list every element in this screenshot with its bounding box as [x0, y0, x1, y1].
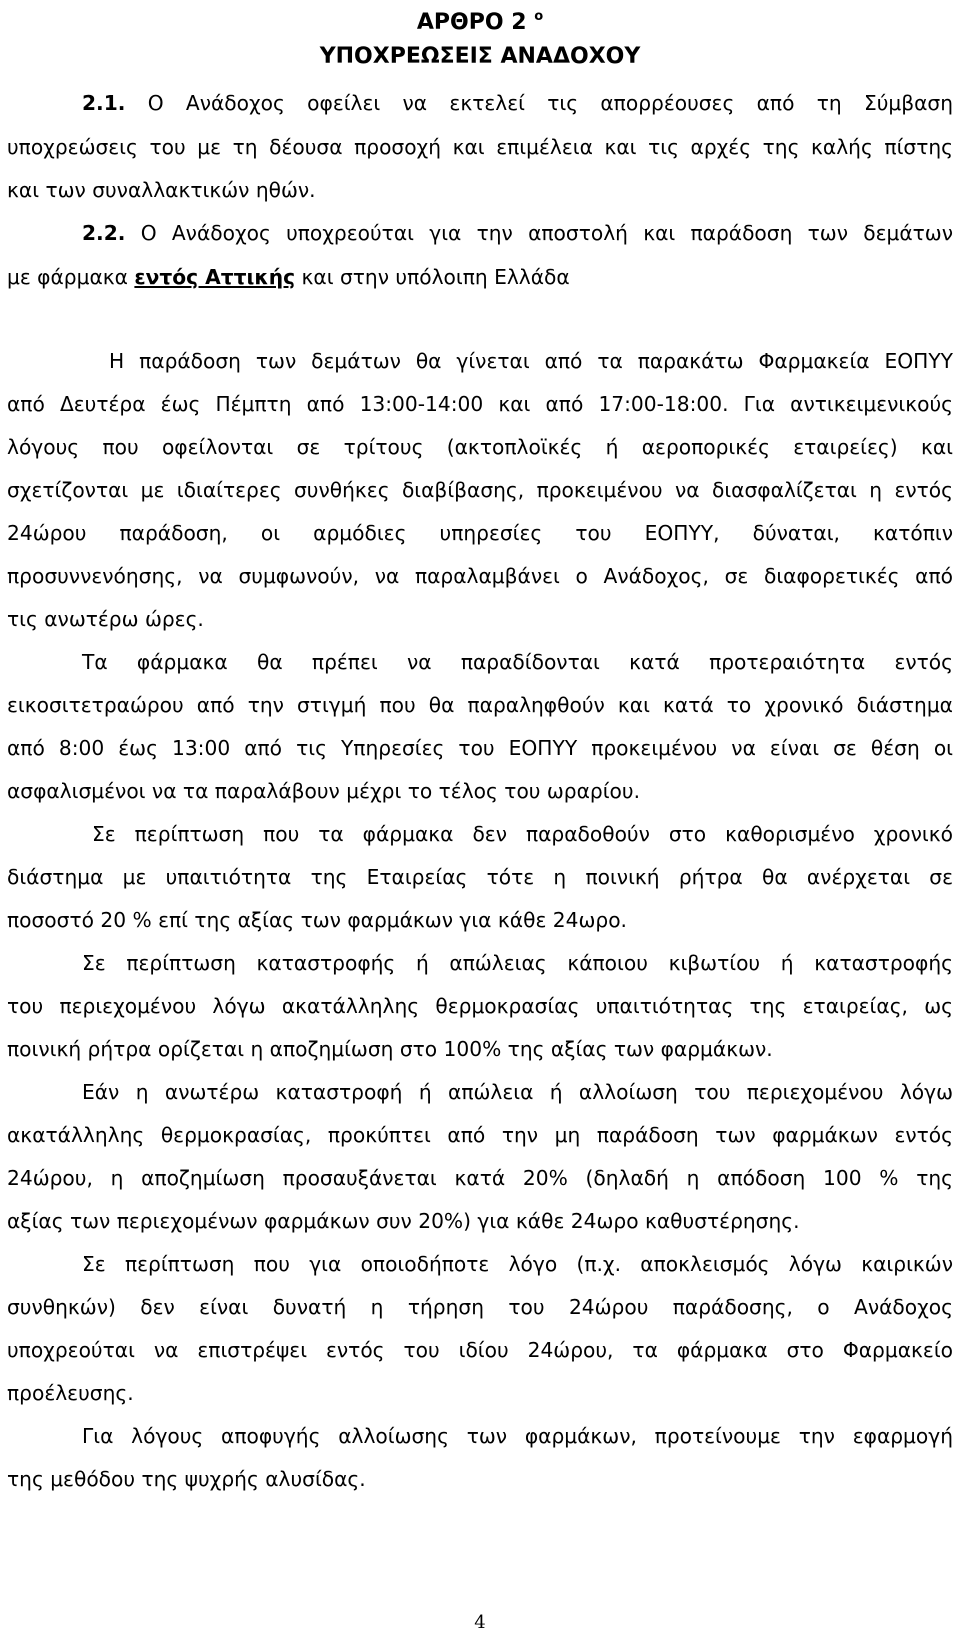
delay-line-4: αξίας των περιεχομένων φαρμάκων συν 20%) για κάθε 24ωρο καθυστέρησης.	[7, 1209, 800, 1233]
delivery-line-2: από Δευτέρα έως Πέμπτη από 13:00-14:00 και από 17:00-18:00. Για αντικειμενικούς	[7, 392, 953, 416]
priority-line-4: ασφαλισμένοι να τα παραλάβουν μέχρι το τέλος του ωραρίου.	[7, 779, 641, 803]
emphasis-attica: εντός Αττικής	[134, 265, 296, 289]
delivery-line-7: τις ανωτέρω ώρες.	[7, 607, 204, 631]
delivery-line-3: λόγους που οφείλονται σε τρίτους (ακτοπλοϊκές ή αεροπορικές εταιρείες) και	[7, 435, 953, 459]
coldchain-line-2: της μεθόδου της ψυχρής αλυσίδας.	[7, 1467, 366, 1491]
destruction-line-2: του περιεχομένου λόγω ακατάλληλης θερμοκρασίας υπαιτιότητας της εταιρείας, ως	[7, 994, 953, 1018]
destruction-line-1: Σε περίπτωση καταστροφής ή απώλειας κάποιου κιβωτίου ή καταστροφής	[82, 951, 953, 975]
delivery-line-4: σχετίζονται με ιδιαίτερες συνθήκες διαβίβασης, προκειμένου να διασφαλίζεται η εντός	[7, 478, 953, 502]
article-title-text: ΑΡΘΡΟ 2	[416, 10, 527, 35]
return-line-1: Σε περίπτωση που για οποιοδήποτε λόγο (π.χ. αποκλεισμός λόγω καιρικών	[82, 1252, 953, 1276]
delay-line-3: 24ώρου, η αποζημίωση προσαυξάνεται κατά 20% (δηλαδή η απόδοση 100 % της	[7, 1166, 953, 1190]
clause-2-2-line-1: 2.2. Ο Ανάδοχος υποχρεούται για την αποστολή και παράδοση των δεμάτων	[82, 221, 953, 245]
clause-number: 2.2.	[82, 221, 126, 245]
article-title-superscript: ο	[534, 9, 544, 24]
clause-2-2-line-2: με φάρμακα εντός Αττικής και στην υπόλοιπη Ελλάδα	[7, 265, 570, 289]
priority-line-2: εικοσιτετραώρου από την στιγμή που θα παραληφθούν και κατά το χρονικό διάστημα	[7, 693, 953, 717]
delivery-line-6: προσυννενόησης, να συμφωνούν, να παραλαμβάνει ο Ανάδοχος, σε διαφορετικές από	[7, 564, 953, 588]
article-title	[0, 2, 960, 38]
priority-line-1: Τα φάρμακα θα πρέπει να παραδίδονται κατά προτεραιότητα εντός	[82, 650, 953, 674]
page-number: 4	[474, 1612, 486, 1633]
return-line-4: προέλευσης.	[7, 1381, 134, 1405]
delay-line-2: ακατάλληλης θερμοκρασίας, προκύπτει από την μη παράδοση των φαρμάκων εντός	[7, 1123, 953, 1147]
clause-number: 2.1.	[82, 91, 126, 115]
delay-line-1: Εάν η ανωτέρω καταστροφή ή απώλεια ή αλλοίωση του περιεχομένου λόγω	[82, 1080, 953, 1104]
delivery-line-5: 24ώρου παράδοση, οι αρμόδιες υπηρεσίες του ΕΟΠΥΥ, δύναται, κατόπιν	[7, 521, 953, 545]
coldchain-line-1: Για λόγους αποφυγής αλλοίωσης των φαρμάκων, προτείνουμε την εφαρμογή	[82, 1424, 953, 1448]
penalty-line-2: διάστημα με υπαιτιότητα της Εταιρείας τότε η ποινική ρήτρα θα ανέρχεται σε	[7, 865, 953, 889]
clause-2-1-line-1: 2.1. Ο Ανάδοχος οφείλει να εκτελεί τις απορρέουσες από τη Σύμβαση	[82, 91, 953, 115]
article-subtitle: ΥΠΟΧΡΕΩΣΕΙΣ ΑΝΑΔΟΧΟΥ	[319, 44, 641, 69]
return-line-3: υποχρεούται να επιστρέψει εντός του ιδίου 24ώρου, τα φάρμακα στο Φαρμακείο	[7, 1338, 953, 1362]
clause-2-1-line-3: και των συναλλακτικών ηθών.	[7, 178, 316, 202]
clause-2-1-line-2: υποχρεώσεις του με τη δέουσα προσοχή και επιμέλεια και τις αρχές της καλής πίστης	[7, 135, 953, 159]
destruction-line-3: ποινική ρήτρα ορίζεται η αποζημίωση στο 100% της αξίας των φαρμάκων.	[7, 1037, 773, 1061]
delivery-line-1: Η παράδοση των δεμάτων θα γίνεται από τα παρακάτω Φαρμακεία ΕΟΠΥΥ	[109, 349, 953, 373]
penalty-line-1: Σε περίπτωση που τα φάρμακα δεν παραδοθούν στο καθορισμένο χρονικό	[92, 822, 953, 846]
penalty-line-3: ποσοστό 20 % επί της αξίας των φαρμάκων για κάθε 24ωρο.	[7, 908, 627, 932]
return-line-2: συνθηκών) δεν είναι δυνατή η τήρηση του 24ώρου παράδοσης, ο Ανάδοχος	[7, 1295, 953, 1319]
priority-line-3: από 8:00 έως 13:00 από τις Υπηρεσίες του ΕΟΠΥΥ προκειμένου να είναι σε θέση οι	[7, 736, 953, 760]
